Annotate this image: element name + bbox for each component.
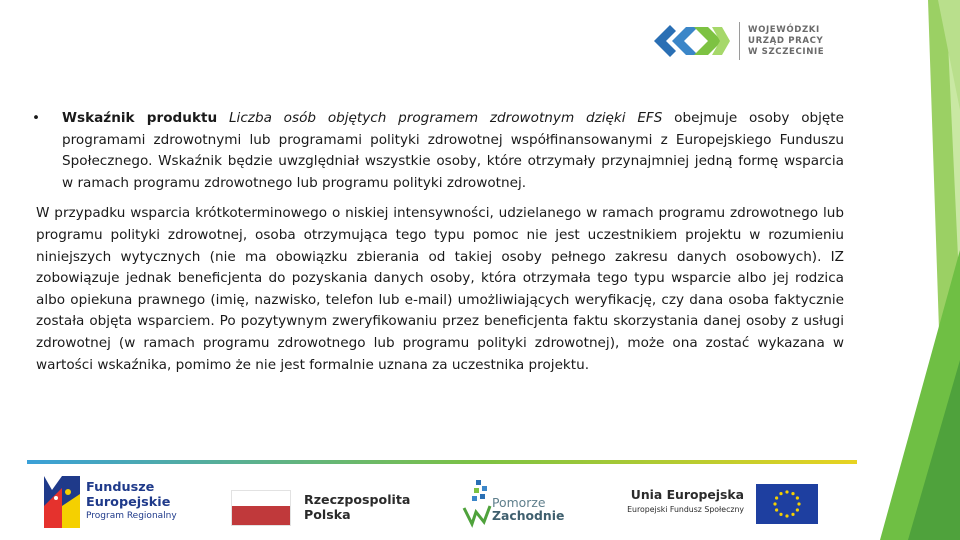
fundusze-europejskie-logo — [44, 476, 224, 528]
fe-line-2: Europejskie — [86, 495, 171, 510]
pz-logo-text — [492, 496, 564, 523]
bullet-bold-label: Wskaźnik produktu — [62, 110, 218, 126]
rp-line-1: Rzeczpospolita — [304, 492, 411, 507]
ue-line-2: Europejski Fundusz Społeczny — [627, 505, 744, 514]
eu-star — [791, 513, 794, 516]
wup-line-1: WOJEWÓDZKI — [748, 25, 820, 35]
body-paragraph: W przypadku wsparcia krótkoterminowego o niskiej intensywności, udzielanego w ramach programu zdrowotnego lub programu polityki zdrowotnej, osoba otrzymująca tego typu pomoc nie jest uczestnikiem projektu w rozumieniu niniejszych wytycznych (nie ma obowiązku zbierania od takiej osoby pełnego zakresu danych osobowych). IZ zobowiązuje jednak beneficjenta do pozyskania danych osoby, która otrzymała tego typu wsparcie albo jej rodzica albo opiekuna prawnego (imię, nazwisko, telefon lub e-mail) umożliwiających weryfikację, czy dana osoba faktycznie została objęta wsparciem. Po pozytywnym zweryfikowaniu przez beneficjenta faktu skorzystania danej osoby z usługi zdrowotnej (w ramach programu zdrowotnego lub programu polityki zdrowotnej), może ona zostać wykazana w wartości wskaźnika, pomimo że nie jest formalnie uznana za uczestnika projektu. — [36, 205, 844, 373]
footer-logos — [0, 464, 960, 540]
decorative-green-ribbon — [850, 0, 960, 540]
wup-line-3: W SZCZECINIE — [748, 47, 825, 57]
pz-line-1: Pomorze — [492, 495, 546, 510]
bullet-symbol: • — [32, 110, 41, 126]
eu-star — [785, 514, 788, 517]
bullet-description: obejmuje osoby objęte programami zdrowotnymi lub programami polityki zdrowotnej współfinansowanymi z Europejskiego Funduszu Społecznego. Wskaźnik będzie uwzględniał wszystkie osoby, które otrzymały przynajmniej jedną formę wsparcia w ramach programu zdrowotnego lub programu polityki zdrowotnej. — [62, 110, 844, 191]
bullet-indicator-name: Liczba osób objętych programem zdrowotnym dzięki EFS — [228, 110, 663, 126]
eu-star — [797, 502, 800, 505]
eu-star — [779, 492, 782, 495]
rp-logo-text — [304, 492, 410, 522]
wup-logo-text — [748, 25, 824, 58]
ue-logo-text — [614, 487, 744, 517]
eu-star — [796, 496, 799, 499]
eu-flag-icon — [756, 484, 818, 524]
eu-star — [773, 502, 776, 505]
ue-line-1: Unia Europejska — [630, 487, 744, 502]
fe-emblem-icon — [44, 476, 80, 528]
pz-emblem-icon — [462, 478, 492, 528]
pomorze-zachodnie-logo — [462, 476, 582, 528]
eu-star — [796, 508, 799, 511]
fe-line-3: Program Regionalny — [86, 511, 177, 521]
eu-star — [775, 496, 778, 499]
logo-separator — [739, 22, 740, 60]
bullet-item — [32, 108, 844, 194]
eu-star — [785, 490, 788, 493]
pz-line-2: Zachodnie — [492, 508, 565, 523]
unia-europejska-logo — [614, 484, 824, 524]
document-body — [32, 108, 844, 376]
wup-line-2: URZĄD PRACY — [748, 36, 824, 46]
wup-szczecin-logo — [650, 16, 830, 66]
rp-line-2: Polska — [304, 507, 351, 522]
eu-star — [791, 492, 794, 495]
wup-emblem-icon — [650, 16, 732, 66]
polish-flag-icon — [231, 490, 291, 526]
fe-line-1: Fundusze — [86, 480, 155, 495]
fe-logo-text — [86, 480, 177, 523]
eu-star — [779, 513, 782, 516]
rzeczpospolita-polska-logo — [231, 490, 421, 526]
eu-star — [775, 508, 778, 511]
